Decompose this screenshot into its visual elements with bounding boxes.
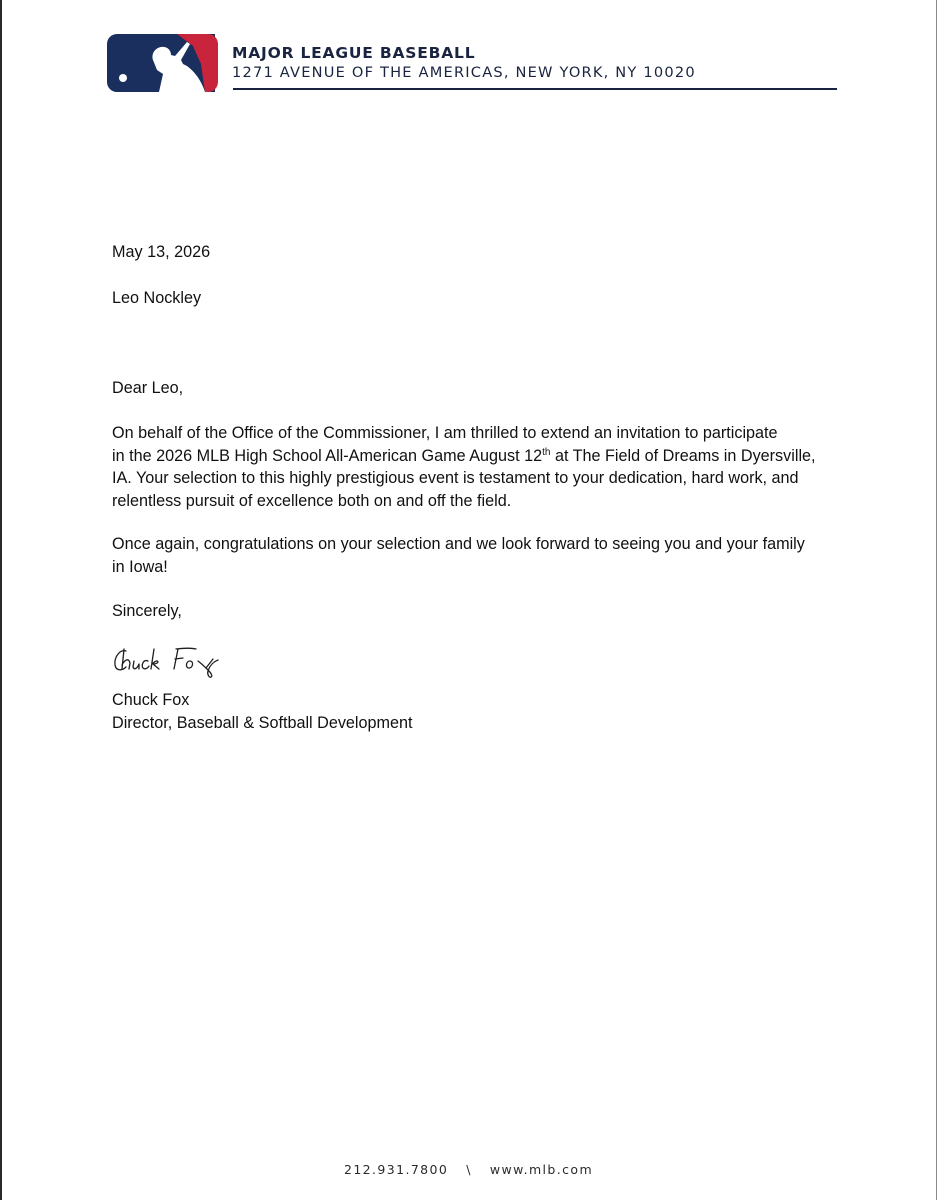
letterhead-rule <box>233 88 837 90</box>
paragraph-congratulations <box>112 533 832 578</box>
footer-website: www.mlb.com <box>489 1162 594 1177</box>
paragraph-line: Once again, congratulations on your selection and we look forward to seeing you and your family <box>112 535 805 553</box>
paragraph-line: in Iowa! <box>112 557 168 576</box>
closing: Sincerely, <box>112 602 182 620</box>
paragraph-line: On behalf of the Office of the Commissioner, I am thrilled to extend an invitation to participate <box>112 424 778 442</box>
line-text: at The Field of Dreams in Dyersville, <box>550 446 816 465</box>
handwritten-signature <box>112 643 247 679</box>
recipient-name: Leo Nockley <box>112 289 202 307</box>
signer-name: Chuck Fox <box>112 691 190 709</box>
footer-contact <box>0 1162 937 1177</box>
ordinal-suffix: th <box>542 446 551 458</box>
mlb-batter-logo-icon <box>107 34 218 92</box>
organization-name: MAJOR LEAGUE BASEBALL <box>232 44 476 62</box>
paragraph-line: relentless pursuit of excellence both on and off the field. <box>112 491 512 510</box>
page-left-edge <box>0 0 2 1200</box>
signer-title: Director, Baseball & Softball Development <box>112 714 413 732</box>
organization-address: 1271 AVENUE OF THE AMERICAS, NEW YORK, NY 10020 <box>232 64 696 81</box>
paragraph-invitation <box>112 422 832 512</box>
salutation: Dear Leo, <box>112 379 184 397</box>
footer-phone: 212.931.7800 <box>343 1162 449 1177</box>
paragraph-line: IA. Your selection to this highly prestigious event is testament to your dedication, hard work, and <box>112 469 799 487</box>
line-text: in the 2026 MLB High School All-American Game August 12 <box>112 446 543 465</box>
letter-date: May 13, 2026 <box>112 243 211 261</box>
paragraph-line <box>112 445 832 468</box>
footer-separator: \ <box>466 1162 472 1177</box>
letterhead <box>107 34 837 94</box>
